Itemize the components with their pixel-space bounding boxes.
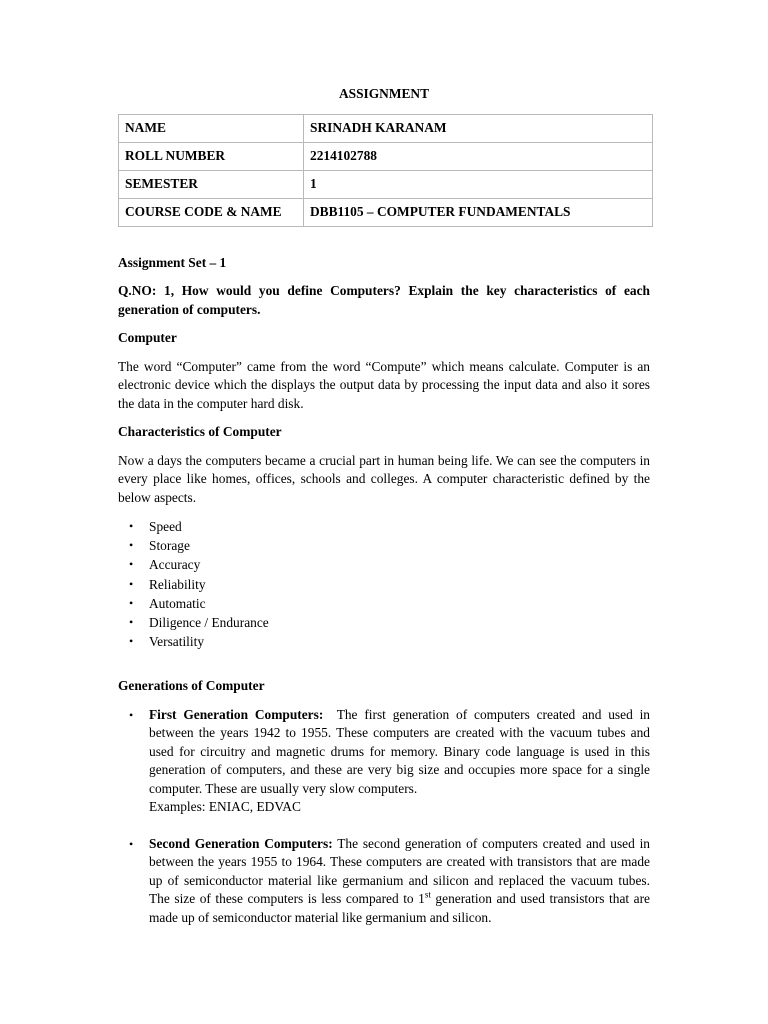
list-item-text: Automatic — [149, 595, 206, 611]
student-info-table — [118, 114, 653, 227]
list-item — [118, 575, 650, 594]
characteristics-list — [118, 517, 650, 651]
characteristics-heading: Characteristics of Computer — [118, 424, 282, 439]
list-item-text: Accuracy — [149, 557, 201, 573]
bullet-icon: • — [129, 519, 134, 533]
generation-label: Second Generation Computers: — [149, 835, 333, 851]
info-value: DBB1105 – COMPUTER FUNDAMENTALS — [304, 198, 653, 226]
generation-label: First Generation Computers: — [149, 706, 324, 722]
info-key: ROLL NUMBER — [119, 142, 304, 170]
list-item — [118, 632, 650, 651]
info-key: COURSE CODE & NAME — [119, 198, 304, 226]
list-item-text: Versatility — [149, 634, 205, 650]
info-value: 2214102788 — [304, 142, 653, 170]
bullet-icon: • — [129, 576, 134, 591]
bullet-icon: • — [129, 557, 134, 572]
question-text: Q.NO: 1, How would you define Computers? Explain the key characteristics of each generation of computers. — [118, 283, 650, 317]
info-row-course — [119, 198, 653, 226]
ordinal-superscript: st — [424, 889, 431, 900]
document-content — [118, 85, 654, 945]
info-value: 1 — [304, 170, 653, 198]
list-item-text: Storage — [149, 538, 190, 554]
info-row-roll-number — [119, 142, 653, 170]
assignment-set-title: Assignment Set – 1 — [118, 254, 227, 270]
bullet-icon: • — [129, 836, 134, 851]
document-title: ASSIGNMENT — [338, 86, 430, 101]
generation-text: The first generation of computers created and used in between the years 1942 to 1955. These computers are created with the vacuum tubes and used for circuitry and magnetic drums for memory. Binary code language is used in this generation of computers, and these are very big size and occupies more space for a single computer. These are usually very slow computers. — [149, 706, 654, 796]
list-item-text: Speed — [149, 519, 182, 534]
computer-heading: Computer — [118, 330, 177, 345]
generations-heading: Generations of Computer — [118, 678, 265, 694]
info-value: SRINADH KARANAM — [304, 114, 653, 142]
list-item — [118, 517, 650, 536]
bullet-icon: • — [129, 707, 134, 722]
list-item-text: Reliability — [149, 576, 206, 592]
generation-item-second — [118, 835, 650, 928]
generation-item-first — [118, 706, 654, 817]
list-item — [118, 536, 650, 555]
info-row-semester — [119, 170, 653, 198]
list-item-text: Diligence / Endurance — [149, 614, 269, 630]
info-row-name — [119, 114, 653, 142]
generation-text-continued: generation and used transistors that are made up of semiconductor material like germanium and silicon. — [149, 891, 650, 925]
bullet-icon: • — [129, 595, 134, 610]
list-item — [118, 613, 650, 632]
list-item — [118, 555, 650, 574]
bullet-icon: • — [129, 634, 134, 649]
computer-paragraph: The word “Computer” came from the word “Compute” which means calculate. Computer is an electronic device which the displays the output data by processing the input data and also it sores the data in the computer hard disk. — [118, 358, 650, 411]
generation-text: The second generation of computers created and used in between the years 1955 to 1964. These computers are created with transistors that are made up of semiconductor material like germanium and silicon and replaced the vacuum tubes. The size of these computers is less compared to 1 — [149, 835, 651, 907]
list-item — [118, 594, 650, 613]
bullet-icon: • — [129, 538, 134, 553]
info-key: SEMESTER — [119, 170, 304, 198]
bullet-icon: • — [129, 614, 134, 629]
generation-examples: Examples: ENIAC, EDVAC — [149, 799, 301, 815]
info-key: NAME — [119, 114, 304, 142]
characteristics-paragraph: Now a days the computers became a crucial part in human being life. We can see the computers in every place like homes, offices, schools and colleges. A computer characteristic defined by the below aspects. — [118, 452, 650, 505]
